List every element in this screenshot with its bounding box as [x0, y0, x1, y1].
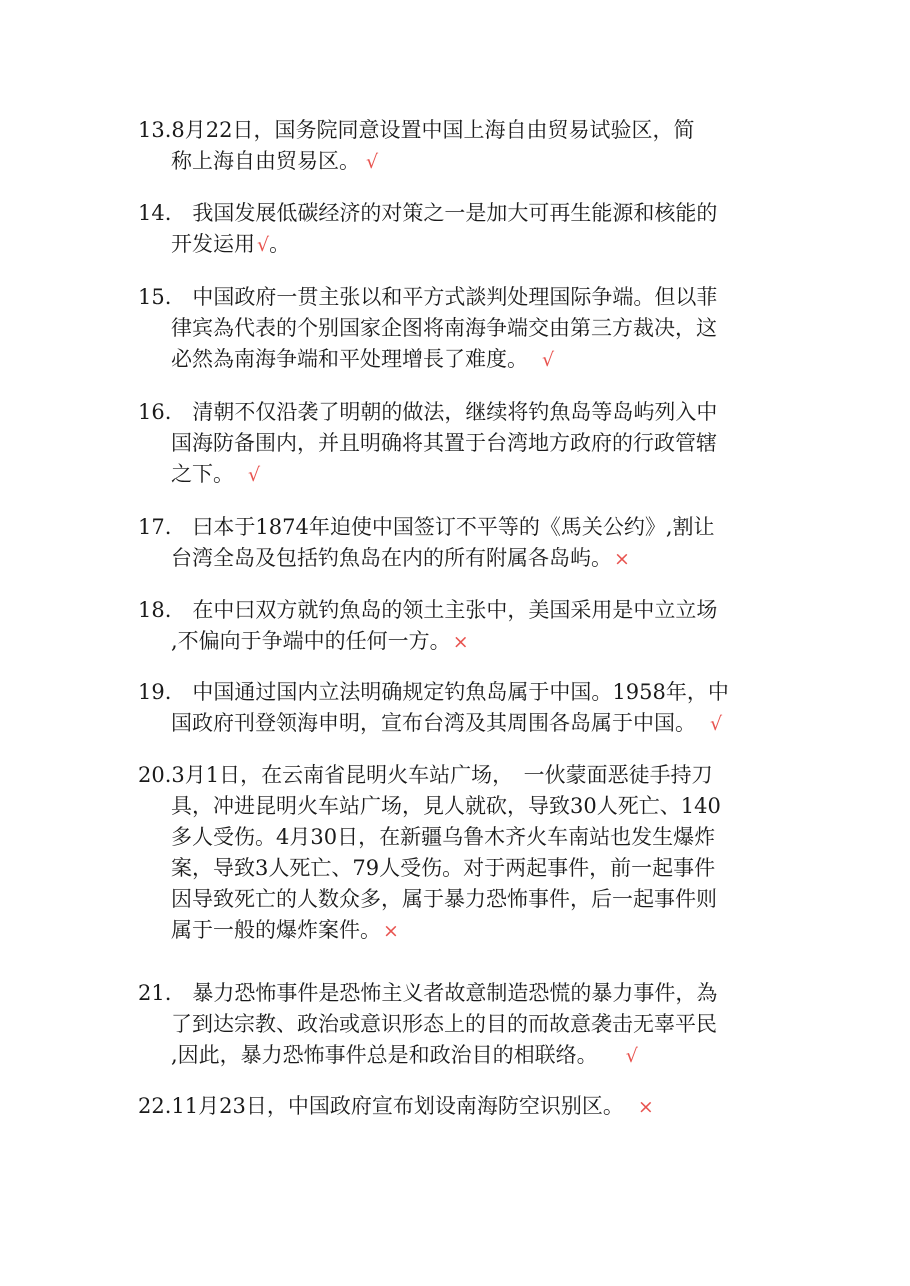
question-number: 17.	[138, 515, 172, 539]
question-line	[138, 822, 778, 853]
question-line	[138, 760, 778, 791]
question-item-13	[138, 115, 778, 177]
check-mark-icon: √	[710, 713, 723, 735]
question-line	[138, 853, 778, 884]
question-line	[138, 1091, 778, 1122]
question-line	[138, 229, 778, 260]
question-line	[138, 428, 778, 459]
question-line	[138, 459, 778, 490]
question-item-17	[138, 512, 778, 574]
question-text: 之下。	[171, 462, 234, 486]
question-text: 11月23日，中国政府宣布划设南海防空识别区。	[171, 1094, 624, 1118]
question-text: 我国发展低碳经济的对策之一是加大可再生能源和核能的	[171, 201, 718, 225]
question-text: 暴力恐怖事件是恐怖主义者故意制造恐慌的暴力事件，為	[171, 981, 718, 1005]
question-number: 14.	[138, 201, 172, 225]
question-number: 22.	[138, 1094, 172, 1118]
question-text: 国海防备围内，并且明确将其置于台湾地方政府的行政管辖	[171, 431, 717, 455]
question-item-20	[138, 760, 778, 946]
question-number: 21.	[138, 981, 172, 1005]
question-line	[138, 146, 778, 177]
question-number: 15.	[138, 285, 172, 309]
question-number: 20.	[138, 763, 172, 787]
question-line	[138, 115, 778, 146]
question-line	[138, 915, 778, 946]
question-text: 开发运用	[171, 232, 255, 256]
check-mark-icon: √	[257, 234, 270, 256]
question-item-16	[138, 397, 778, 490]
question-text: 曰本于1874年迫使中国签订不平等的《馬关公约》,割让	[171, 515, 715, 539]
question-item-14	[138, 198, 778, 260]
question-text: 律宾為代表的个别国家企图将南海争端交由第三方裁决，这	[171, 316, 717, 340]
question-text: 必然為南海争端和平处理增長了难度。	[171, 347, 528, 371]
question-line	[138, 313, 778, 344]
question-text: ,不偏向于争端中的任何一方。	[171, 629, 451, 653]
question-line	[138, 978, 778, 1009]
question-item-18	[138, 595, 778, 657]
cross-mark-icon: ×	[637, 1096, 654, 1118]
question-text: 3月1日，在云南省昆明火车站广场， 一伙蒙面恶徒手持刀	[171, 763, 713, 787]
check-mark-icon: √	[625, 1045, 638, 1067]
question-line	[138, 791, 778, 822]
question-number: 19.	[138, 680, 172, 704]
question-text: 在中曰双方就钓魚岛的领土主张中，美国采用是中立立场	[171, 598, 718, 622]
question-text: 中国通过国内立法明确规定钓魚岛属于中国。1958年，中	[171, 680, 729, 704]
question-item-22	[138, 1091, 778, 1122]
question-number: 16.	[138, 400, 172, 424]
question-line	[138, 1009, 778, 1040]
question-line	[138, 397, 778, 428]
question-line	[138, 198, 778, 229]
question-number: 18.	[138, 598, 172, 622]
question-text: 中国政府一贯主张以和平方式談判处理国际争端。但以菲	[171, 285, 718, 309]
question-text: 8月22日，国务院同意设置中国上海自由贸易试验区，简	[171, 118, 695, 142]
question-line	[138, 677, 778, 708]
cross-mark-icon: ×	[452, 631, 469, 653]
question-text-tail: 。	[269, 232, 291, 256]
cross-mark-icon: ×	[614, 548, 630, 570]
question-line	[138, 884, 778, 915]
question-line	[138, 282, 778, 313]
check-mark-icon: √	[542, 349, 555, 371]
question-line	[138, 344, 778, 375]
question-item-15	[138, 282, 778, 375]
question-line	[138, 708, 778, 739]
question-line	[138, 595, 778, 626]
question-item-19	[138, 677, 778, 739]
question-text: 国政府刊登领海申明，宣布台湾及其周围各岛属于中国。	[171, 711, 696, 735]
question-line	[138, 512, 778, 543]
question-line	[138, 1040, 778, 1071]
question-line	[138, 626, 778, 657]
question-text: 因导致死亡的人数众多，属于暴力恐怖事件，后一起事件则	[171, 887, 717, 911]
question-number: 13.	[138, 118, 172, 142]
question-text: 了到达宗教、政治或意识形态上的目的而故意袭击无辜平民	[171, 1012, 717, 1036]
question-text: 台湾全岛及包括钓魚岛在内的所有附属各岛屿。	[171, 546, 612, 570]
check-mark-icon: √	[366, 151, 379, 173]
cross-mark-icon: ×	[383, 920, 399, 942]
question-text: 清朝不仅沿袭了明朝的做法，继续将钓魚岛等岛屿列入中	[171, 400, 718, 424]
question-text: 多人受伤。4月30日，在新疆乌鲁木齐火车南站也发生爆炸	[171, 825, 716, 849]
question-text: 属于一般的爆炸案件。	[171, 918, 381, 942]
check-mark-icon: √	[248, 464, 261, 486]
question-item-21	[138, 978, 778, 1071]
question-text: ,因此，暴力恐怖事件总是和政治目的相联络。	[171, 1043, 598, 1067]
question-line	[138, 543, 778, 574]
question-text: 具，冲进昆明火车站广场，見人就砍，导致30人死亡、140	[171, 794, 721, 818]
question-text: 案，导致3人死亡、79人受伤。对于两起事件，前一起事件	[171, 856, 716, 880]
question-text: 称上海自由贸易区。	[171, 149, 360, 173]
